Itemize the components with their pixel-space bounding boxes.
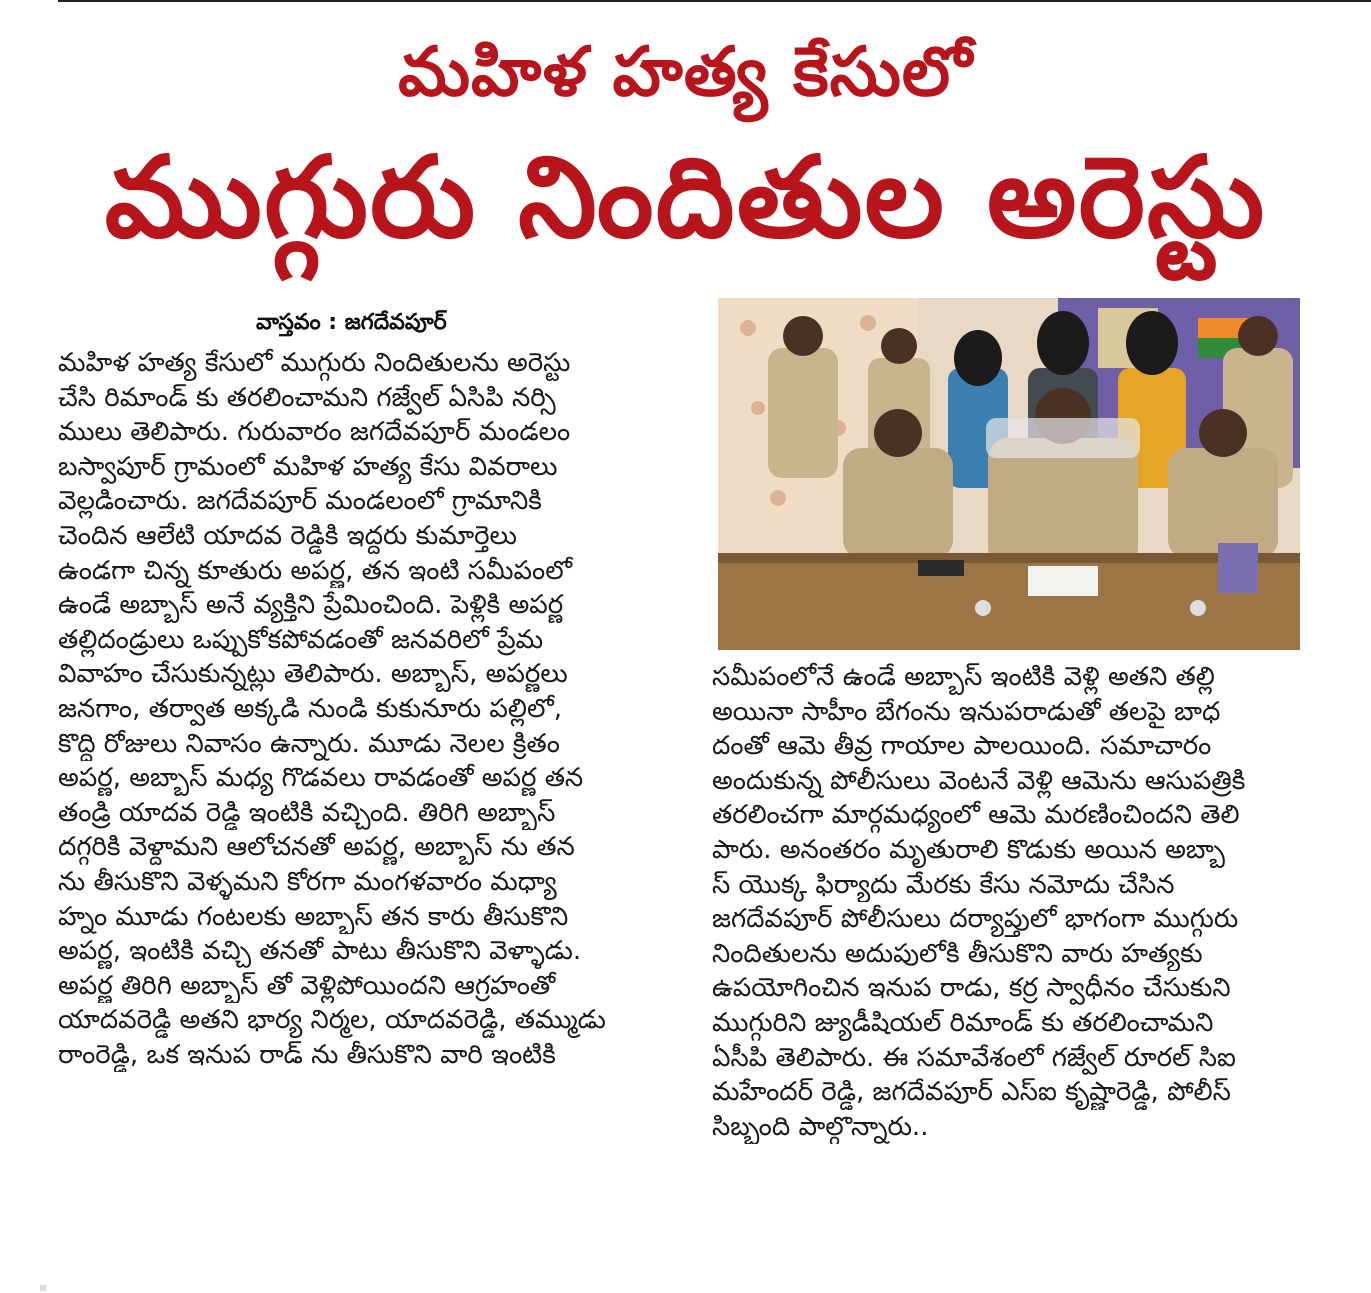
headline-kicker: మహిళ హత్య కేసులో <box>398 33 973 112</box>
article-line: ఉండగా చిన్న కూతురు అపర్ణ, తన ఇంటి సమీపంలో <box>58 555 572 586</box>
article-line: దగ్గరికి వెళ్దామని ఆలోచనతో అపర్ణ, అబ్బాస్ ను తన <box>58 832 575 863</box>
article-line: స్ యొక్క ఫిర్యాదు మేరకు కేసు నమోదు చేసిన <box>712 869 1175 900</box>
top-rule <box>58 0 1371 2</box>
article-line: మహేందర్ రెడ్డి, జగదేవపూర్ ఎస్ఐ కృష్ణారెడ్డి, పోలీస్ <box>712 1077 1231 1108</box>
article-line: తరలించగా మార్గమధ్యంలో ఆమె మరణించిందని తెలి <box>712 800 1240 831</box>
article-line: తండ్రి యాదవ రెడ్డి ఇంటికి వచ్చింది. తిరిగి అబ్బాస్ <box>58 797 556 828</box>
article-line: అపర్ణ, ఇంటికి వచ్చి తనతో పాటు తీసుకొని వెళ్ళాడు. <box>58 936 582 967</box>
article-line: ముగ్గురిని జ్యుడీషియల్ రిమాండ్ కు తరలించామని <box>712 1007 1214 1038</box>
article-line: నిందితులను అదుపులోకి తీసుకొని వారు హత్యకు <box>712 938 1203 969</box>
article-line: తల్లిదండ్రులు ఒప్పుకోకపోవడంతో జనవరిలో ప్రేమ <box>58 624 544 655</box>
headline-main: ముగ్గురు నిందితుల అరెస్టు <box>104 133 1267 263</box>
article-line: అయినా సాహీం బేగంను ఇనుపరాడుతో తలపై బాధ <box>712 696 1221 727</box>
article-line: మహిళ హత్య కేసులో ముగ్గురు నిందితులను అరెస్టు <box>58 348 571 378</box>
article-line: యాదవరెడ్డి అతని భార్య నిర్మల, యాదవరెడ్డి, తమ్ముడు <box>58 1005 606 1036</box>
article-line: ను తీసుకొని వెళ్ళమని కోరగా మంగళవారం మధ్యా <box>58 866 557 897</box>
article-line: దంతో ఆమె తీవ్ర గాయాల పాలయింది. సమాచారం <box>712 731 1212 762</box>
article-line: ఏసీపి తెలిపారు. ఈ సమావేశంలో గజ్వేల్ రూరల్ సిఐ <box>712 1042 1236 1073</box>
article-line: వెల్లడించారు. జగదేవపూర్ మండలంలో గ్రామానికి <box>58 486 542 517</box>
news-photo <box>718 298 1300 650</box>
article-line: సిబ్బంది పాల్గొన్నారు.. <box>712 1111 929 1142</box>
article-column-right <box>712 660 1352 1144</box>
article-line: అందుకున్న పోలీసులు వెంటనే వెళ్లి ఆమెను ఆసుపత్రికి <box>712 765 1246 796</box>
article-line: జగదేవపూర్ పోలీసులు దర్యాప్తులో భాగంగా ముగ్గురు <box>712 904 1239 935</box>
article-line: అపర్ణ, అబ్బాస్ మధ్య గొడవలు రావడంతో అపర్ణ తన <box>58 763 584 794</box>
article-line: పారు. అనంతరం మృతురాలి కొడుకు అయిన అబ్బా <box>712 834 1226 865</box>
article-line: బస్వాపూర్ గ్రామంలో మహిళ హత్య కేసు వివరాలు <box>58 451 558 482</box>
article-line: చెందిన ఆలేటి యాదవ రెడ్డికి ఇద్దరు కుమార్తెలు <box>58 520 517 551</box>
article-line: రాంరెడ్డి, ఒక ఇనుప రాడ్ ను తీసుకొని వారి ఇంటికి <box>58 1039 556 1070</box>
article-line: కొద్ది రోజులు నివాసం ఉన్నారు. మూడు నెలల క్రితం <box>58 728 560 759</box>
article-line: జనగాం, తర్వాత అక్కడి నుండి కుకునూరు పల్లిలో, <box>58 693 562 724</box>
page-mark <box>40 1285 46 1291</box>
article-line: చేసి రిమాండ్ కు తరలించామని గజ్వేల్ ఏసిపి నర్సి <box>58 382 556 413</box>
article-line: ములు తెలిపారు. గురువారం జగదేవపూర్ మండలం <box>58 417 571 448</box>
article-line: ఉండే అబ్బాస్ అనే వ్యక్తిని ప్రేమించింది. పెళ్లికి అపర్ణ <box>58 590 564 621</box>
article-line: హ్నం మూడు గంటలకు అబ్బాస్ తన కారు తీసుకొని <box>58 901 569 932</box>
article-line: అపర్ణ తిరిగి అబ్బాస్ తో వెళ్లిపోయిందని ఆగ్రహంతో <box>58 970 556 1001</box>
article-line: ఉపయోగించిన ఇనుప రాడు, కర్ర స్వాధీనం చేసుకుని <box>712 973 1231 1004</box>
police-press-meet-photo-icon <box>718 298 1300 650</box>
article-line: వివాహం చేసుకున్నట్లు తెలిపారు. అబ్బాస్, అపర్ణలు <box>58 659 568 690</box>
article-line: సమీపంలోనే ఉండే అబ్బాస్ ఇంటికి వెళ్లి అతని తల్లి <box>712 662 1215 692</box>
dateline: వాస్తవం : జగదేవపూర్ <box>256 310 447 335</box>
article-column-left <box>58 346 683 1072</box>
